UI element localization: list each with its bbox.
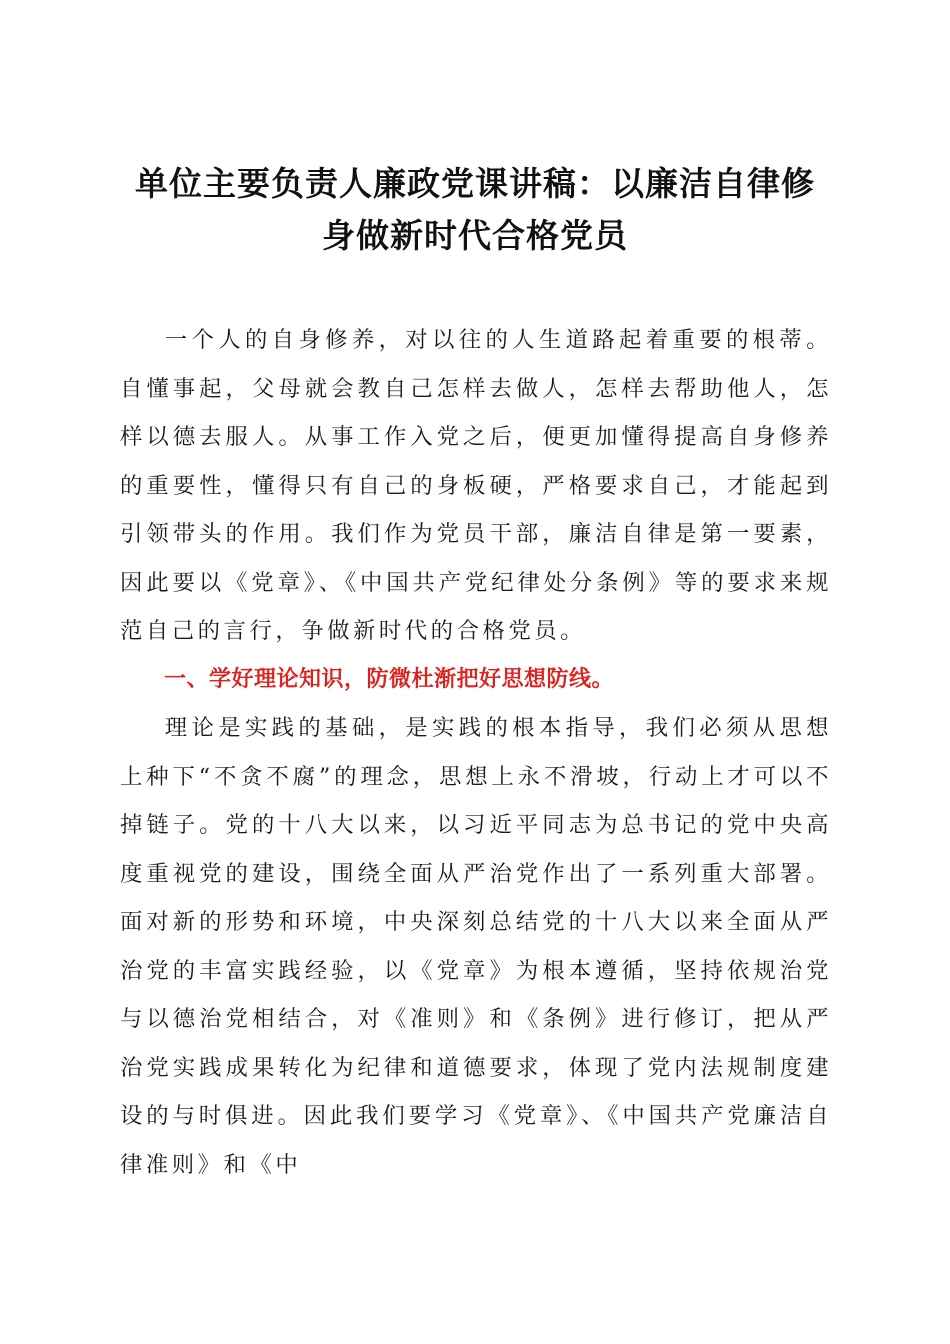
paragraph-theory: 理论是实践的基础，是实践的根本指导，我们必须从思想上种下“不贪不腐”的理念，思想上永不滑坡，行动上才可以不掉链子。党的十八大以来，以习近平同志为总书记的党中央高度重视党的建设，围绕全面从严治党作出了一系列重大部署。面对新的形势和环境，中央深刻总结党的十八大以来全面从严治党的丰富实践经验，以《党章》为根本遵循，坚持依规治党与以德治党相结合，对《准则》和《条例》进行修订，把从严治党实践成果转化为纪律和道德要求，体现了党内法规制度建设的与时俱进。因此我们要学习《党章》、《中国共产党廉洁自律准则》和《中 [120, 715, 832, 1178]
title-line-2: 身做新时代合格党员 [322, 216, 628, 255]
title-line-1: 单位主要负责人廉政党课讲稿：以廉洁自律修 [135, 164, 815, 203]
document-title [100, 158, 850, 262]
section-heading-1: 一、学好理论知识，防微杜渐把好思想防线。 [164, 666, 615, 692]
paragraph-intro: 一个人的自身修养，对以往的人生道路起着重要的根蒂。自懂事起，父母就会教自己怎样去做人，怎样去帮助他人，怎样以德去服人。从事工作入党之后，便更加懂得提高自身修养的重要性，懂得只有自己的身板硬，严格要求自己，才能起到引领带头的作用。我们作为党员干部，廉洁自律是第一要素，因此要以《党章》、《中国共产党纪律处分条例》等的要求来规范自己的言行，争做新时代的合格党员。 [120, 327, 832, 644]
document-body [120, 316, 832, 1189]
